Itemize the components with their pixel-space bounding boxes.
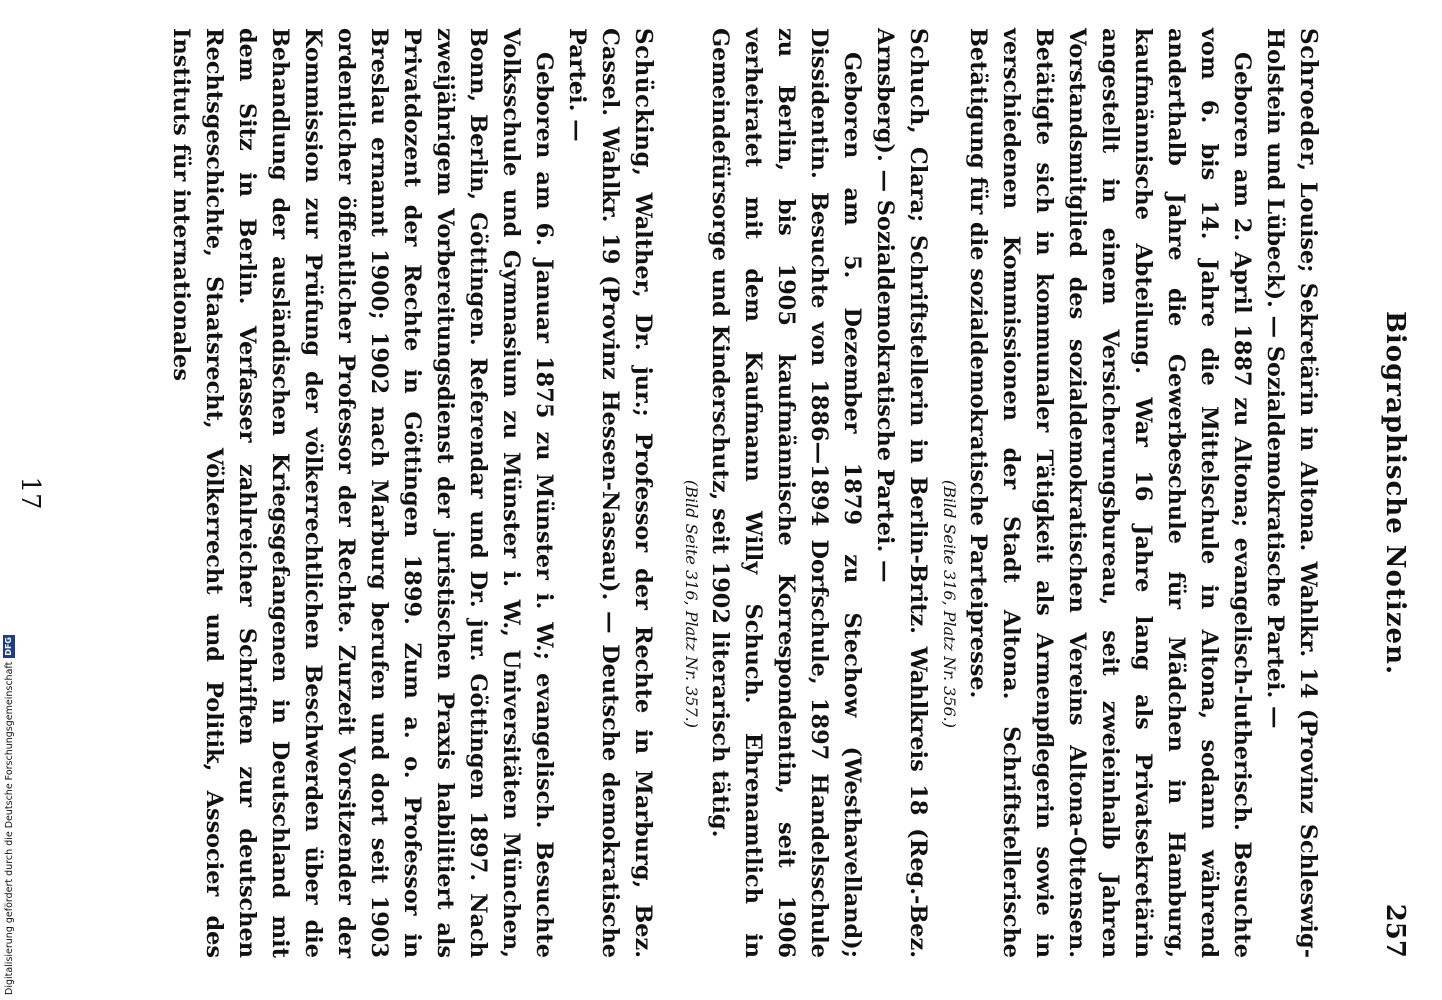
entry-heading [1258,28,1325,958]
entry-summary: Clara; Schriftstellerin in Berlin-Britz. Wahlkreis 18 (Reg.-Bez. Arnsberg). — Sozialdemokratische Partei. — [872,28,931,958]
running-head [1370,28,1410,958]
page-number-top: 257 [1380,903,1410,958]
picture-reference: (Bild Seite 316, Platz Nr. 356.) [940,479,959,728]
entry-heading [560,28,660,958]
page-number-bottom: 17 [15,476,45,510]
entry-summary: Louise; Sekretärin in Altona. Wahlkr. 14 (Provinz Schleswig-Holstein und Lübeck). — Sozialdemokratische Partei. — [1262,28,1321,958]
biography-entry [164,28,660,958]
entry-heading [868,28,935,958]
entry-name: Schuch, [905,28,932,135]
running-title: Biographische Notizen. [1380,310,1410,676]
entry-body: Geboren am 6. Januar 1875 zu Münster i. W.; evangelisch. Besuchte Volksschule und Gymnasium zu Münster i. W., Universitäten München, Bonn, Berlin, Göttingen. Referendar und Dr. jur. Göttingen 1897. Nach zweijährigem Vorbereitungsdienst der juristischen Praxis habilitiert als Privatdozent der Rechte in Göttingen 1899. Zum a. o. Professor in Breslau ernannt 1900; 1902 nach Marburg berufen und dort seit 1903 ordentlicher öffentlicher Professor der Rechte. Zurzeit Vorsitzender der Kommission zur Prüfung der völkerrechtlichen Beschwerden über die Behandlung der ausländischen Kriegsgefangenen in Deutschland mit dem Sitz in Berlin. Verfasser zahlreicher Schriften zur deutschen Rechtsgeschichte, Staatsrecht, Völkerrecht und Politik, Associer des Instituts für internationales [168,28,557,958]
entry-body: Geboren am 2. April 1887 zu Altona; evangelisch-lutherisch. Besuchte vom 6. bis 14. Jahre die Mittelschule in Altona, sodann während anderthalb Jahre die Gewerbeschule für Mädchen in Hamburg, kaufmännische Abteilung. War 16 Jahre lang als Privatsekretärin angestellt in einem Versicherungsbureau, seit zweieinhalb Jahren Vorstandsmitglied des sozialdemokratischen Vereins Altona-Ottensen. Betätigte sich in kommunaler Tätigkeit als Armenpflegerin sowie in verschiedenen Kommissionen der Stadt Altona. Schriftstellerische Betätigung für die sozialdemokratische Parteipresse. [965,28,1255,958]
biography-entry [679,28,935,958]
entry-name: Schücking, [630,28,657,177]
digitization-note [2,595,16,995]
entry-body: Geboren am 5. Dezember 1879 zu Stechow (Westhavelland); Dissidentin. Besuchte von 1886—1894 Dorfschule, 1897 Handelsschule zu Berlin, bis 1905 kaufmännische Korrespondentin, seit 1906 verheiratet mit dem Kaufmann Willy Schuch. Ehrenamtlich in Gemeindefürsorge und Kinderschutz, seit 1902 literarisch tätig. [707,28,865,958]
book-page [15,28,1410,959]
entry-name: Schroeder, [1295,28,1322,172]
entry-summary: Walther, Dr. jur.; Professor der Rechte in Marburg, Bez. Cassel. Wahlkr. 19 (Provinz Hessen-Nassau). — Deutsche demokratische Partei. — [564,28,656,959]
biography-entry [937,28,1325,958]
dfg-logo-icon: DFG [4,637,13,656]
picture-reference: (Bild Seite 316, Platz Nr. 357.) [682,479,701,728]
digitization-note-text: Digitalisierung gefördert durch die Deutsche Forschungsgemeinschaft [3,661,15,995]
